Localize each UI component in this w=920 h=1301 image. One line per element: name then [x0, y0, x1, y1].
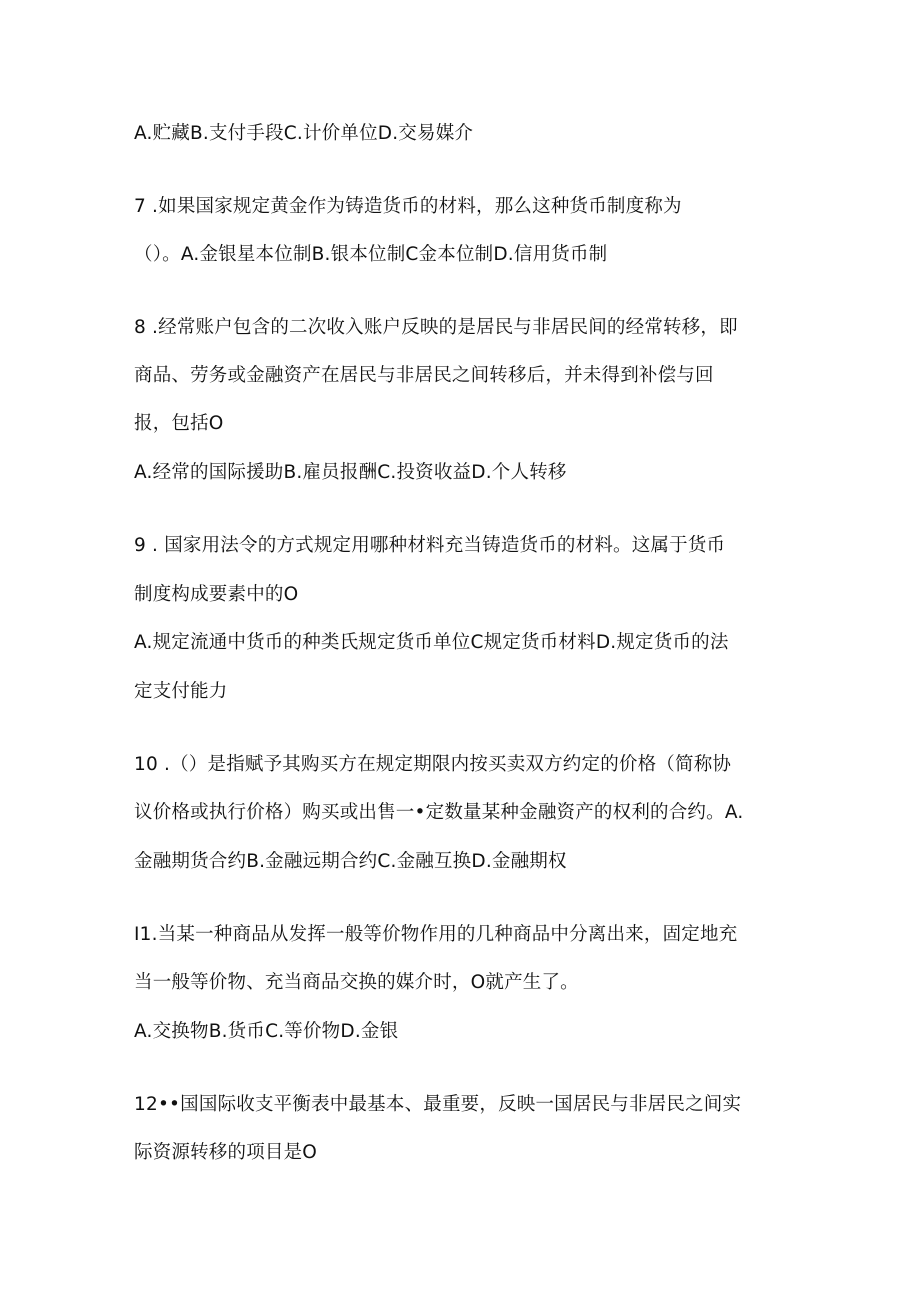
answer-options-q8: A.经常的国际援助B.雇员报酬C.投资收益D.个人转移 — [134, 462, 567, 483]
question-11-line-2: 当一般等价物、充当商品交换的媒介时，O就产生了。 — [134, 972, 579, 993]
question-10-line-1: 10 .（）是指赋予其购买方在规定期限内按买卖双方约定的价格（简称协 — [134, 754, 732, 775]
answer-options-q9-line-1: A.规定流通中货币的种类氏规定货币单位C规定货币材料D.规定货币的法 — [134, 632, 729, 653]
question-8-line-2: 商品、劳务或金融资产在居民与非居民之间转移后，并未得到补偿与回 — [134, 365, 714, 386]
question-7-line-1: 7 .如果国家规定黄金作为铸造货币的材料，那么这种货币制度称为 — [134, 196, 682, 217]
answer-options-q10: 金融期货合约B.金融远期合约C.金融互换D.金融期权 — [134, 851, 567, 872]
question-12-line-2: 际资源转移的项目是O — [134, 1142, 318, 1163]
answer-options-q6: A.贮藏B.支付手段C.计价单位D.交易媒介 — [134, 123, 474, 144]
question-10-line-2: 议价格或执行价格）购买或出售一•定数量某种金融资产的权利的合约。A. — [134, 802, 744, 823]
question-8-line-3: 报，包括O — [134, 413, 224, 434]
question-11-line-1: I1.当某一种商品从发挥一般等价物作用的几种商品中分离出来，固定地充 — [134, 924, 738, 945]
answer-options-q11: A.交换物B.货币C.等价物D.金银 — [134, 1021, 399, 1042]
question-7-line-2: （）。A.金银星本位制B.银本位制C金本位制D.信用货币制 — [134, 244, 608, 265]
answer-options-q9-line-2: 定支付能力 — [134, 681, 228, 702]
question-8-line-1: 8 .经常账户包含的二次收入账户反映的是居民与非居民间的经常转移，即 — [134, 317, 738, 338]
question-9-line-2: 制度构成要素中的O — [134, 584, 299, 605]
question-9-line-1: 9 . 国家用法令的方式规定用哪种材料充当铸造货币的材料。这属于货币 — [134, 535, 726, 556]
question-12-line-1: 12••国国际收支平衡表中最基本、最重要，反映一国居民与非居民之间实 — [134, 1094, 742, 1115]
